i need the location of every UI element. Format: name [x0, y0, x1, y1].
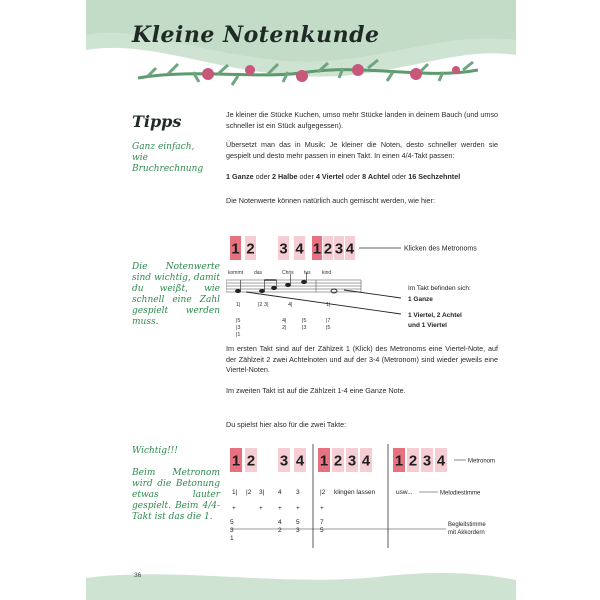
beat-left-2-number: 2 [246, 241, 255, 258]
beat2-10-number: 2 [408, 453, 418, 470]
paragraph-1: Je kleiner die Stücke Kuchen, umso mehr Stücke landen in deinem Bauch (und umso schneller ist ein Stück aufgegessen). [226, 110, 498, 130]
plus-2: + [259, 505, 263, 512]
num-row2-2: 4| [282, 318, 287, 324]
connector: oder [343, 172, 363, 181]
rhythm-diagram-2 [226, 440, 516, 550]
begleit-label-2: mit Akkordern [448, 530, 485, 536]
beat-right-3-number: 3 [334, 241, 344, 258]
lyric-1: kommt [228, 270, 243, 276]
chord-row [230, 519, 324, 542]
side-note-wichtig-text: Beim Metronom wird die Betonung etwas lauter gespielt. Beim 4/4-Takt ist das die 1. [132, 468, 220, 522]
num-row3-1: |3 [236, 325, 241, 331]
beat-right-4-number: 4 [345, 241, 355, 258]
melody-num-2: |2 [246, 489, 252, 496]
beat2-6-number: 2 [333, 453, 343, 470]
beat2-9-number: 1 [394, 453, 404, 470]
paragraph-2: Übersetzt man das in Musik: Je kleiner die Noten, desto schneller werden sie gespielt und desto mehr passen in einen Takt. In einen 4/4-Takt passen: [226, 140, 498, 160]
metronom-label: Metronom [468, 458, 496, 465]
value-viertel: 4 Viertel [315, 172, 344, 181]
melody-num-5: 3 [296, 489, 300, 496]
begleit-label-1: Begleitstimme [448, 522, 486, 528]
chord-right-1: 7 [320, 519, 324, 526]
page-title: Kleine Notenkunde [132, 22, 380, 48]
lyric-3: Chris [282, 270, 294, 276]
connector: oder [389, 172, 409, 181]
beat-left-1-number: 1 [231, 241, 240, 258]
und-label: und 1 Viertel [408, 322, 447, 329]
music-staff [226, 280, 361, 292]
side-note-tip2: Die Notenwerte sind wichtig, damit du weißt, wie schnell eine Zahl gespielt werden muss. [132, 262, 220, 327]
plus-5: + [320, 505, 324, 512]
beat-right-2-number: 2 [323, 241, 333, 258]
page [86, 0, 516, 600]
melodie-label: Melodiestimme [440, 490, 481, 497]
footer-wave-decoration [86, 560, 516, 600]
num-row1-4: 1| [326, 302, 331, 308]
num-row4-1: |1 [236, 332, 241, 338]
pointer-ganze [344, 290, 401, 298]
num-row2-1: |5 [236, 318, 241, 324]
beat2-5-number: 1 [319, 453, 329, 470]
beat2-1-number: 1 [231, 453, 241, 470]
beat-left-3-number: 3 [279, 241, 288, 258]
rhythm-diagram-1 [226, 228, 516, 348]
chord-mid2-1: 5 [296, 519, 300, 526]
beat-boxes-row-1 [230, 236, 355, 260]
beat2-12-number: 4 [436, 453, 446, 470]
num-row3-2: 2| [282, 325, 287, 331]
paragraph-6: Im zweiten Takt ist auf die Zählzeit 1-4 eine Ganze Note. [226, 386, 406, 395]
page-number: 36 [134, 572, 142, 579]
melody-num-6: |2 [320, 489, 326, 496]
paragraph-7: Du spielst hier also für die zwei Takte: [226, 420, 347, 429]
lyric-2: das [254, 270, 263, 276]
chord-right-2: 5 [320, 527, 324, 534]
beat2-4-number: 4 [295, 453, 305, 470]
beat2-2-number: 2 [246, 453, 256, 470]
value-ganze: 1 Ganze [226, 172, 254, 181]
value-achtel: 8 Achtel [362, 172, 390, 181]
chord-mid2-2: 3 [296, 527, 300, 534]
plus-3: + [278, 505, 282, 512]
pointer-viertel [246, 292, 401, 314]
lyric-5: kind [322, 270, 332, 276]
section-title-tipps: Tipps [132, 112, 182, 131]
num-row3-3: |3 [302, 325, 307, 331]
side-note-wichtig-title: Wichtig!!! [132, 446, 178, 456]
connector: oder [297, 172, 316, 181]
metronome-label: Klicken des Metronoms [404, 245, 477, 253]
usw-label: usw... [396, 489, 413, 496]
num-row1-3: 4| [288, 302, 293, 308]
paragraph-5: Im ersten Takt sind auf der Zählzeit 1 (Klick) des Metronoms eine Viertel-Note, auf der Zählzeit 2 zwei Achtelnoten und auf der 3-4 (Metronom) sind wieder jeweils eine Viertel-Noten. [226, 344, 498, 374]
paragraph-4: Die Notenwerte können natürlich auch gemischt werden, wie hier: [226, 196, 435, 205]
beat2-8-number: 4 [361, 453, 371, 470]
plus-row [232, 505, 324, 512]
klingen-label: klingen lassen [334, 489, 376, 496]
plus-1: + [232, 505, 236, 512]
beat2-11-number: 3 [422, 453, 432, 470]
value-halbe: 2 Halbe [271, 172, 298, 181]
side-note-tip1: Ganz einfach, wie Bruchrechnung [132, 142, 204, 174]
number-rows [236, 302, 331, 338]
connector: oder [253, 172, 272, 181]
beat2-7-number: 3 [347, 453, 357, 470]
chord-left-2: 3 [230, 527, 234, 534]
melody-row [232, 489, 413, 496]
melody-num-3: 3| [259, 489, 265, 496]
plus-4: + [296, 505, 300, 512]
num-row1-2: |2 3| [258, 302, 269, 308]
num-row2-3: |5 [302, 318, 307, 324]
in-takt-label: Im Takt befinden sich: [408, 285, 471, 292]
viertel-label: 1 Viertel, 2 Achtel [408, 312, 462, 319]
beat-right-1-number: 1 [312, 241, 322, 258]
num-row2-4: |7 [326, 318, 331, 324]
paragraph-note-values [226, 172, 498, 183]
num-row3-4: |5 [326, 325, 331, 331]
garland-decoration [138, 50, 478, 90]
beat2-3-number: 3 [279, 453, 289, 470]
melody-num-1: 1| [232, 489, 238, 496]
melody-num-4: 4 [278, 489, 282, 496]
value-sechzehntel: 16 Sechzehntel [408, 172, 461, 181]
lyric-4: tus [304, 270, 311, 276]
ganze-label: 1 Ganze [408, 296, 433, 303]
chord-left-3: 1 [230, 535, 234, 542]
num-row1-1: 1| [236, 302, 241, 308]
chord-mid1-1: 4 [278, 519, 282, 526]
chord-left-1: 5 [230, 519, 234, 526]
lyrics-row [228, 270, 331, 276]
chord-mid1-2: 2 [278, 527, 282, 534]
beat-left-4-number: 4 [295, 241, 304, 258]
beat-boxes-row-2 [230, 448, 447, 472]
